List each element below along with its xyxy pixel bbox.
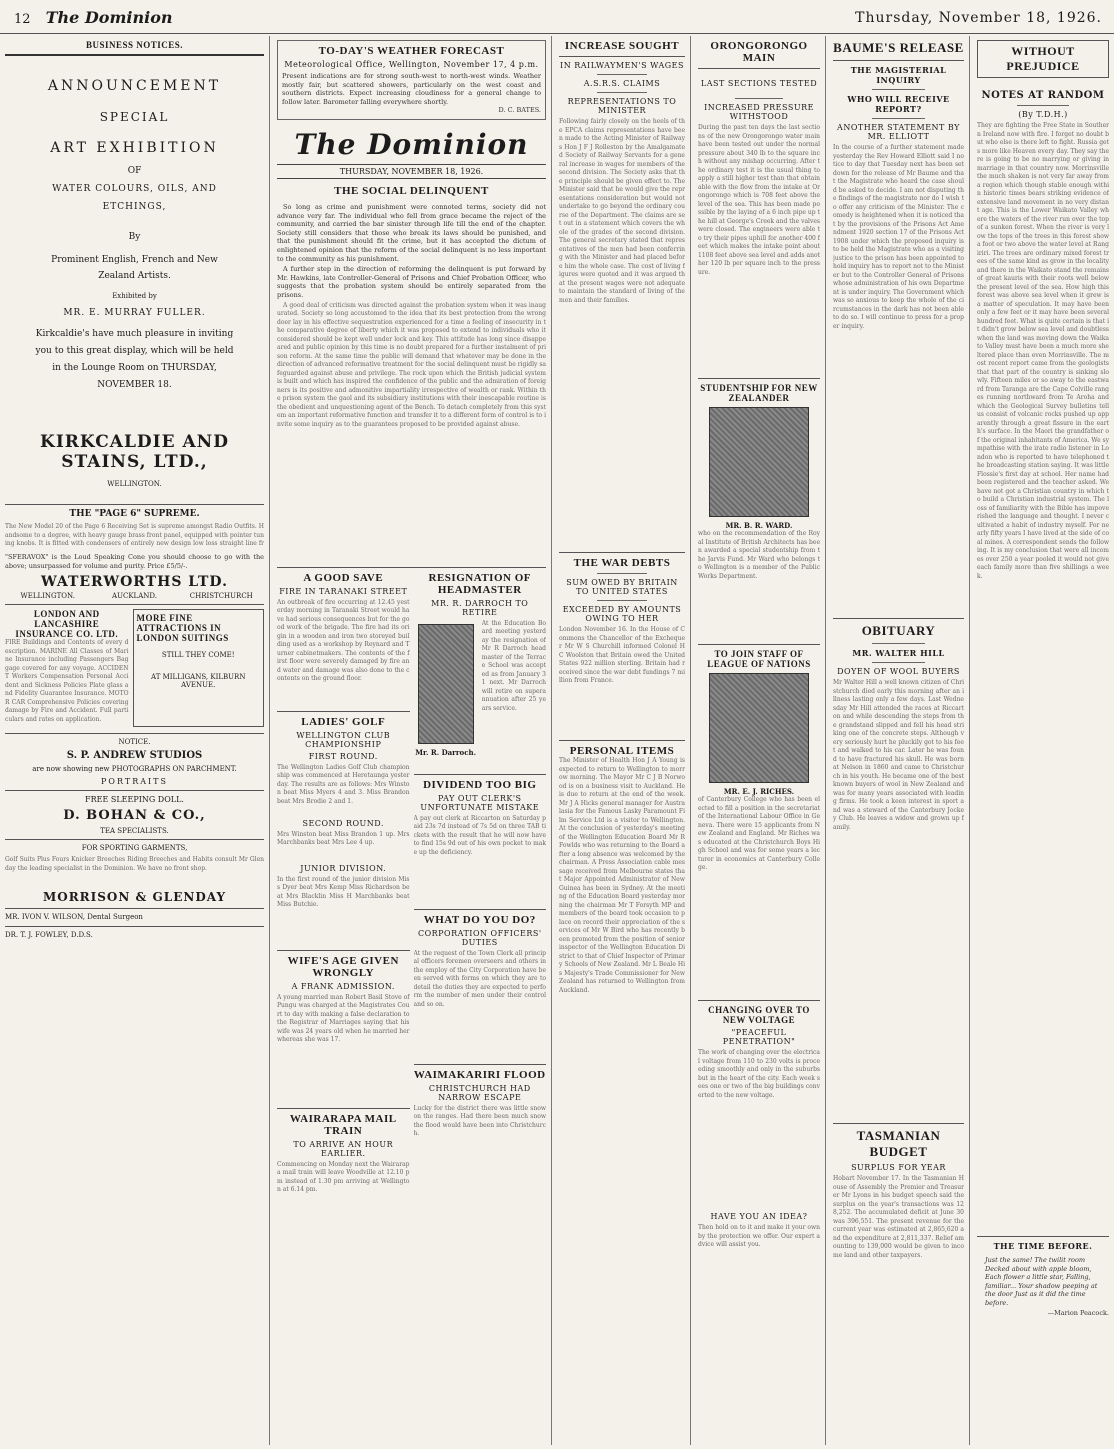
debts-text: London November 16. In the House of Commons the Chancellor of the Exchequer Mr W S Churchill informed Colonel H C Woolston that Britain owed the United States 922 million sterling. Britain had received since the war debt fundings 7 million from France. bbox=[559, 626, 685, 684]
masthead-left bbox=[14, 8, 173, 27]
voltage-title: CHANGING OVER TO NEW VOLTAGE bbox=[708, 1005, 810, 1025]
obituary-sub: MR. WALTER HILL bbox=[852, 648, 945, 658]
column-business-notices bbox=[0, 36, 270, 1445]
tea-ad: TEA SPECIALISTS. bbox=[100, 827, 169, 836]
golf-sub: WELLINGTON CLUB CHAMPIONSHIP bbox=[296, 730, 391, 749]
increase-sub: IN RAILWAYMEN'S WAGES bbox=[560, 61, 684, 70]
divider bbox=[872, 643, 924, 644]
divider bbox=[698, 1000, 820, 1001]
column-railway bbox=[554, 36, 691, 1445]
branch-1: WELLINGTON. bbox=[20, 592, 75, 601]
obituary-text: Mr Walter Hill a well known citizen of Christchurch died early this morning after an illness lasting only a few days. Last Wednesday Mr Hill attended the races at Riccarton and while descending the steps from the grandstand slipped and fell his head striking one of the concrete steps. Although very seriously hurt he pluckily got to his feet and walked to his car. Later he was found to have fractured his skull. He was born at Nelson in 1860 and came to Christchurch in his youth. He became one of the best known buyers of wool in New Zealand and was for many years associated with leading firms. He took a keen interest in sport and was a steward of the Canterbury Jockey Club. He leaves a widow and grown up family. bbox=[833, 679, 964, 831]
wp-text: They are fighting the Free State in Southern Ireland now with fire. I forget no doubt but who else is there left to fight. Russia gets more like Heaven every day. They say there is going to be no marrying or giving in marriage in that country now. Morrinsville the much shaken is not very far away from a region which though stable enough within historic times bears striking evidence of extensive land movement in no very distant age. This is the Lower Waikato Valley where the waters of the river run over the top of a sunken forest. When the river is very low the tops of the trees in this forest show a foot or two above the water level at Rangiriri. The trees are ordinary mixed forest trees of the same kind as grow in the locality and there in the Waikato stand the remains of great kauris with their roots well below the present level of the sea. How high this forest was above sea level when it grew is a matter of speculation. It may have been only a few feet or it may have been several hundred feet. What is quite certain is that it didn't grow below sea level and doubtless when the land was moving down the Waikato Valley must have been a much more sheltered place than even Morrinsville. The most recent report came from the geologists that that part of the country is sinking slowly. Fifteen miles or so away to the eastward from Taranga are the Cape Colville ranges running northward from Te Aroha and which the Geological Survey bulletins tell us consist of volcanic rocks pushed up apparently through a great fissure in the earth's surface. In the Maori the grandfather of the original inhabitants of America. We sympathise with the irate radio listener in London who is reported to have telephoned the broadcasting station saying. It was little Flossie's first day at school. Her name had been registered and the teacher asked. We have not got a Christian country in which to build a Christian industrial system. The loss of familiarity with the Bible has impoverished the language and thought. I never cultivated a habit of industry myself. For nearly fifty years I have lived at the side of coal mines. A correspondent sends the following. It is my conclusion that were all incomes over 250 a year pooled it would not give each family more than five shillings a week. bbox=[977, 122, 1109, 580]
divider bbox=[414, 909, 547, 910]
ad-special: SPECIAL bbox=[99, 110, 170, 124]
ad-exhibitor: MR. E. MURRAY FULLER. bbox=[63, 308, 206, 318]
orongo-title: ORONGORONGO MAIN bbox=[710, 40, 808, 64]
budget-text: Hobart November 17. In the Tasmanian House of Assembly the Premier and Treasurer Mr Lyons in his budget speech said the surplus on the year's transactions was 128,252. The accumulated deficit at June 30 was 396,551. The present revenue for the current year was estimated at 2,865,620 and the expenditure at 2,811,337. Relief amounting to 139,000 would be given to income land and other taxpayers. bbox=[833, 1175, 964, 1259]
ad-page6-title: THE "PAGE 6" SUPREME. bbox=[69, 509, 200, 519]
notice-line: are now showing new PHOTOGRAPHS ON PARCHMENT. bbox=[32, 765, 237, 774]
suitings-title: MORE FINE ATTRACTIONS IN LONDON SUITINGS bbox=[136, 613, 229, 644]
wife-sub: A FRANK ADMISSION. bbox=[291, 981, 395, 991]
divider bbox=[698, 644, 820, 645]
baume-title: BAUME'S RELEASE bbox=[833, 40, 964, 55]
wairarapa-text: Commencing on Monday next the Wairarapa mail train will leave Woodville at 12.10 pm instead of 1.30 pm arriving at Wellington at 6.14 pm. bbox=[277, 1160, 410, 1194]
voltage-sub: "PEACEFUL PENETRATION" bbox=[722, 1028, 796, 1046]
debts-title: THE WAR DEBTS bbox=[573, 557, 671, 569]
league-title: TO JOIN STAFF OF LEAGUE OF NATIONS bbox=[707, 649, 811, 669]
masthead-date: Thursday, November 18, 1926. bbox=[855, 10, 1102, 26]
resign-title: RESIGNATION OF HEADMASTER bbox=[428, 571, 531, 596]
ad-by: By bbox=[128, 232, 141, 242]
ad-city: WELLINGTON. bbox=[107, 480, 162, 488]
divider bbox=[5, 926, 264, 927]
budget-sub: SURPLUS FOR YEAR bbox=[851, 1163, 946, 1172]
golf-r1: FIRST ROUND. bbox=[308, 751, 378, 761]
divider bbox=[977, 1236, 1109, 1237]
ad-firm: KIRKCALDIE AND STAINS, LTD., bbox=[40, 432, 229, 472]
before-poem: Just the same! The twilit room Decked about with apple bloom, Each flower a little star, Falling, familiar... Your shadow peeping at the door Just as it did the time before. bbox=[985, 1256, 1098, 1307]
divider bbox=[5, 839, 264, 840]
debts-sub: SUM OWED BY BRITAIN TO UNITED STATES bbox=[566, 578, 678, 596]
notice-firm: S. P. ANDREW STUDIOS bbox=[66, 750, 203, 762]
column-orongorongo bbox=[693, 36, 826, 1445]
divider bbox=[559, 740, 685, 741]
nameplate: The Dominion bbox=[294, 127, 529, 161]
increase-title: INCREASE SOUGHT bbox=[564, 40, 680, 52]
branch-2: AUCKLAND. bbox=[112, 592, 157, 601]
before-sign: —Marion Peacock. bbox=[1047, 1309, 1109, 1317]
what-text: At the request of the Town Clerk all principal officers foremen overseers and others in the employ of the City Corporation have been served with forms on which they are to detail the duties they are expected to perform the number of men under their control and so on. bbox=[413, 949, 546, 1008]
divider bbox=[698, 68, 820, 69]
studio-notice bbox=[5, 738, 264, 786]
increase-sub3: REPRESENTATIONS TO MINISTER bbox=[567, 97, 677, 115]
divider bbox=[597, 92, 647, 93]
divider bbox=[5, 790, 264, 791]
debts-sub2: EXCEEDED BY AMOUNTS OWING TO HER bbox=[562, 605, 682, 623]
divider bbox=[414, 1064, 547, 1065]
flood-sub: CHRISTCHURCH HAD NARROW ESCAPE bbox=[428, 1083, 531, 1102]
increase-text: Following fairly closely on the heels of the EPCA claims representations have been made to the Acting Minister of Railways Hon J F J Rolleston by the Amalgamated Society of Railway Servants for a general increase in wages for members of the second division. The Society asks that the principle should be given effect to. The Minister said that he would give the representations consideration but would not undertake to go beyond the ordinary course of the Department. The claims are set out in a statement which covers the whole of the grades of the second division. The general secretary stated that representatives of the men had been conferring with the Minister and had placed before him the whole case. The cost of living figures were quoted and it was argued that the present wages were not adequate to maintain the standard of living of the men and their families. bbox=[559, 118, 685, 304]
column-without-prejudice bbox=[972, 36, 1114, 1445]
ward-photo bbox=[709, 407, 809, 517]
divider bbox=[698, 378, 820, 379]
ad-art-exhibition: ART EXHIBITION bbox=[50, 140, 219, 156]
save-text: An outbreak of fire occurring at 12.45 yesterday morning in Taranaki Street would have had serious consequences but for the good work of the brigade. The fire had its origin in a wooden and iron two storeyed building used as a workshop by Reynard and Turner cabinetmakers. The contents of the first floor were severely damaged by fire and water and damage was also done to the contents on the ground floor. bbox=[277, 598, 410, 683]
divider bbox=[597, 600, 647, 601]
insurance-text: FIRE Buildings and Contents of every description. MARINE All Classes of Marine Insurance including Passengers Baggage covered for any voyage. ACCIDENT Workers Compensation Personal Accident and Sickness Policies Plate glass and Fidelity Guarantee Insurance. MOTOR CAR Comprehensive Policies covering damage by Fire and Accident. Full particulars and rates on application. bbox=[5, 639, 129, 723]
editorial-filler: A good deal of criticism was directed against the probation system when it was inaugurated. Society so long accustomed to the idea that its best protection from the wrong doer lay in his effective sequestration experienced for a time a feeling of insecurity in the comparative degree of liberty which it was proposed to extend to individuals who it considered should be kept well under lock and key. This attitude has long since disappeared and public opinion by this time is no doubt prepared for a further instalment of prison reform. At the same time the public will demand that whatever may be done in the direction of advanced reformative treatment for the social delinquent must be rigidly safeguarded against abuse and privilege. The rock upon which the British judicial system is built and which has inspired the confidence of the public and the admiration of foreigners is its positive and admonitive impartiality irrespective of wealth or rank. Within the prison system the gaol and its subsidiary institutions with their inescapable routine is the obedient and unquestioning agent of the Bench. To detach completely from this system an important reformative function and transfer it to a different form of control is to invite some inquiry as to the guarantees proposed to be provided against abuse. bbox=[277, 301, 546, 428]
baume-text: In the course of a further statement made yesterday the Rev Howard Elliott said I notice to day that Tuesday next has been set down for the release of Mr Baume and that the Magistrate who heard the case should be asked to decide. I am not disputing the findings of the magistrate nor do I wish to offer any criticism of the Minister. The comedy is heightened when it is noticed that by the provisions of the Prisons Act Amendment 1920 section 17 of the Prisons Act 1908 under which the proposed inquiry is to be held the Magistrate who as a visiting justice to the prison has been appointed to hold inquiry has to report not to the Minister but to the Controller General of Prisons whose administration of his own Department is under inquiry. The Government which was so anxious to keep the whole of the circumstances in the dark has not been able to do so. I will continue to press for a proper inquiry. bbox=[833, 144, 964, 330]
ad-waterworths: WATERWORTHS LTD. bbox=[41, 574, 228, 591]
column-editorial bbox=[272, 36, 552, 1445]
golf-title: LADIES' GOLF bbox=[301, 715, 386, 728]
riches-caption: MR. E. J. RICHES. bbox=[723, 787, 795, 796]
divider bbox=[597, 573, 647, 574]
insurance-title: LONDON AND LANCASHIRE INSURANCE CO. LTD. bbox=[15, 609, 119, 640]
golf-text-1: The Wellington Ladies Golf Club championship was commenced at Heretaunga yesterday. The results are as follows: Mrs Winston beat Miss Myers 4 and 3. Miss Brandon beat Mrs Brodie 2 and 1. bbox=[277, 763, 410, 805]
suitings-still: STILL THEY COME! bbox=[161, 651, 235, 660]
golf-r2: SECOND ROUND. bbox=[302, 818, 384, 828]
baume-sub2: WHO WILL RECEIVE REPORT? bbox=[847, 94, 950, 114]
ad-branches bbox=[5, 592, 264, 600]
divider bbox=[5, 504, 264, 505]
obituary-title: OBITUARY bbox=[861, 623, 936, 638]
notice-title: NOTICE. bbox=[118, 738, 151, 747]
save-title: A GOOD SAVE bbox=[303, 571, 384, 584]
wife-title: WIFE'S AGE GIVEN WRONGLY bbox=[287, 954, 399, 979]
student-text: who on the recommendation of the Royal Institute of British Architects has been awarded a special studentship from the Jarvis Fund. Mr Ward who belongs to Wellington is a member of the Public Works Department. bbox=[698, 530, 820, 580]
masthead-title: The Dominion bbox=[45, 8, 173, 27]
what-title: WHAT DO YOU DO? bbox=[423, 913, 536, 926]
divider bbox=[5, 604, 264, 605]
divider bbox=[559, 552, 685, 553]
before-title: THE TIME BEFORE. bbox=[993, 1241, 1093, 1251]
masthead bbox=[0, 0, 1114, 34]
weather-box bbox=[277, 40, 546, 120]
wp-title: WITHOUT PREJUDICE bbox=[1006, 44, 1080, 73]
resign-photo-wrap bbox=[414, 620, 478, 770]
suitings-at: AT MILLIGANS, KILBURN AVENUE. bbox=[151, 673, 246, 690]
orongo-sub2: INCREASED PRESSURE WITHSTOOD bbox=[704, 103, 814, 121]
insurance-ad bbox=[5, 609, 129, 729]
orongo-text: During the past ten days the last sections of the new Orongorongo water main have been tested out under the normal pressure about 340 lb to the square inch without any mishap occurring. After the ordinary test it is the usual thing to apply a still higher test than that obtainable with the flow from the intake at Orongorongo which is 708 feet above the level of the sea. This has been made possible by the laying of a 6 inch pipe up the hill at George's Creek and the valves were closed. The engineers were able to try their pipes uphill for another 400 feet which makes the intake point about 1108 feet above sea level and adds another 120 lb per square inch to the pressure. bbox=[698, 124, 820, 276]
resign-body bbox=[414, 620, 547, 770]
personal-text: The Minister of Health Hon J A Young is expected to return to Wellington to morrow morning. The Mayor Mr C J B Norwood is on a business visit to Auckland. He is due to return at the end of the week. Mr J A Hicks general manager for Australasia for the Famous Lasky Paramount Film Service Ltd is a visitor to Wellington. At the conclusion of yesterday's meeting of the Wellington Education Board Mr R Fowlds who was returning to the Board after a long absence was welcomed by the chairman. A Press Association cable message received from Melbourne states that Major Appointed Administrator of New Guinea has been in Sydney. At the meeting of the Education Board yesterday morning the chairman Mr T Forsyth MP and members of the board took occasion to place on record their appreciation of the services of Mr W Bird who has recently been promoted from the position of senior inspector of the Wellington Education District to that of Chief Inspector of Primary Schools of New Zealand. Mr L Beale His Majesty's Trade Commissioner for New Zealand has returned to Wellington from Auckland. bbox=[559, 757, 685, 994]
voltage-text: The work of changing over the electrical voltage from 110 to 230 volts is proceeding smoothly and only in the suburbs but in the heart of the city. Each week sees one or two of the big buildings converted to the new voltage. bbox=[698, 1049, 820, 1099]
ad-exhibited: Exhibited by bbox=[112, 292, 157, 300]
divider bbox=[597, 74, 647, 75]
divider bbox=[872, 89, 924, 90]
student-title: STUDENTSHIP FOR NEW ZEALANDER bbox=[700, 383, 818, 403]
ward-caption: MR. B. R. WARD. bbox=[725, 521, 793, 530]
divider bbox=[735, 98, 784, 99]
editorial-lower bbox=[277, 572, 546, 1292]
ad-page6-text: The New Model 20 of the Page 6 Receiving Set is supreme amongst Radio Outfits. Handsome to a degree, with heavy gauge brass front panel, equipped with pointer tuning knobs. It is fitted with condensers of entirely new design low loss straight line fr bbox=[5, 523, 264, 547]
divider bbox=[414, 774, 547, 775]
lower-left bbox=[277, 572, 410, 1292]
darroch-caption: Mr. R. Darroch. bbox=[415, 747, 477, 757]
sporting-ad: FOR SPORTING GARMENTS, bbox=[81, 844, 188, 853]
weather-sign: D. C. BATES. bbox=[498, 106, 541, 115]
wife-text: A young married man Robert Basil Stove of Pungu was charged at the Magistrates Court to day with making a false declaration to the Registrar of Marriages saying that his wife was 24 years old when he married her whereas she was 17. bbox=[277, 993, 410, 1044]
golf-r3: JUNIOR DIVISION. bbox=[300, 863, 387, 873]
ad-sferavox: "SFERAVOX" is the Loud Speaking Cone you should choose to go with the above; unsurpassed for volume and purity. Price £5/5/-. bbox=[5, 553, 264, 570]
weather-text: Present indications are for strong south-west to north-west winds. Weather mostly fair, but scattered showers, particularly on the west coast and southern districts. Expect increasing cloudiness for a general change to follow later. Barometer falling everywhere shortly. bbox=[282, 72, 541, 106]
divider bbox=[5, 54, 264, 56]
section-title: BUSINESS NOTICES. bbox=[85, 40, 184, 50]
divider bbox=[1017, 105, 1070, 106]
wairarapa-sub: TO ARRIVE AN HOUR EARLIER. bbox=[293, 1139, 394, 1158]
weather-line: Meteorological Office, Wellington, November 17, 4 p.m. bbox=[284, 60, 539, 69]
idea-text: Then hold on to it and make it your own by the protection we offer. Our expert advice will assist you. bbox=[698, 1224, 820, 1248]
obituary-sub2: DOYEN OF WOOL BUYERS bbox=[837, 667, 960, 676]
ad-announcement: ANNOUNCEMENT bbox=[47, 78, 222, 94]
divider bbox=[833, 60, 964, 61]
divider bbox=[872, 118, 924, 119]
waterworths-ad bbox=[5, 509, 264, 600]
divider bbox=[277, 950, 410, 951]
column-baume bbox=[828, 36, 970, 1445]
wp-header-box bbox=[977, 40, 1109, 78]
league-text: of Canterbury College who has been elected to fill a position in the secretariat of the International Labour Office in Geneva. There were 15 applicants from New Zealand and England. Mr Riches was educated at the Christchurch Boys High School and was for some years a lecturer in economics at Canterbury College. bbox=[698, 796, 820, 871]
idea-title: HAVE YOU AN IDEA? bbox=[710, 1212, 808, 1221]
riches-photo bbox=[709, 673, 809, 783]
dividend-sub: PAY OUT CLERK'S UNFORTUNATE MISTAKE bbox=[420, 793, 540, 812]
increase-sub2: A.S.R.S. CLAIMS bbox=[583, 79, 661, 88]
ads-insurance-suitings bbox=[5, 609, 264, 729]
baume-sub: THE MAGISTERIAL INQUIRY bbox=[850, 65, 947, 85]
notice-portraits: PORTRAITS bbox=[101, 777, 168, 787]
flood-text: Lucky for the district there was little snow on the ranges. Had there been much snow the flood would have been into Christchurch. bbox=[413, 1104, 546, 1138]
darroch-photo bbox=[418, 624, 474, 744]
ad-of: OF bbox=[127, 166, 142, 176]
divider bbox=[559, 56, 685, 57]
flood-title: WAIMAKARIRI FLOOD bbox=[413, 1068, 546, 1081]
dateline: THURSDAY, NOVEMBER 18, 1926. bbox=[277, 164, 546, 179]
divider bbox=[5, 733, 264, 734]
divider bbox=[277, 1108, 410, 1109]
what-sub: CORPORATION OFFICERS' DUTIES bbox=[417, 928, 542, 947]
ad-text: Kirkcaldie's have much pleasure in inviting you to this great display, which will be held in the Lounge Room on THURSDAY, NOVEMBER 18. bbox=[35, 329, 234, 390]
divider bbox=[277, 567, 546, 568]
wairarapa-title: WAIRARAPA MAIL TRAIN bbox=[289, 1112, 397, 1137]
orongo-sub: LAST SECTIONS TESTED bbox=[700, 79, 818, 88]
divider bbox=[277, 711, 410, 712]
branch-3: CHRISTCHURCH bbox=[189, 592, 253, 601]
resign-sub: MR. R. DARROCH TO RETIRE bbox=[431, 598, 529, 617]
golf-text-2: Mrs Winston beat Miss Brandon 1 up. Mrs Marchbanks beat Mrs Lee 4 up. bbox=[277, 830, 410, 847]
dividend-text: A pay out clerk at Riccarton on Saturday paid 23s 7d instead of 7s 5d on three TAB tickets with the result that he will now have to find 15s 9d out of his own pocket to make up the deficiency. bbox=[413, 814, 546, 856]
morrison-ad: MORRISON & GLENDAY bbox=[42, 890, 227, 905]
resign-text: At the Education Board meeting yesterday the resignation of Mr R Darroch headmaster of the Terrace School was accepted as from January 31 next. Mr Darroch will retire on superannuation after 25 years service. bbox=[481, 619, 546, 712]
wp-sub: NOTES AT RANDOM bbox=[981, 90, 1105, 101]
divider bbox=[833, 1123, 964, 1124]
bohan-ad: D. BOHAN & CO., bbox=[63, 808, 206, 824]
budget-title: TASMANIAN BUDGET bbox=[856, 1128, 941, 1159]
page-number: 12 bbox=[14, 12, 31, 27]
weather-title: TO-DAY'S WEATHER FORECAST bbox=[318, 45, 505, 57]
dividend-title: DIVIDEND TOO BIG bbox=[423, 778, 537, 791]
editorial-p1: So long as crime and punishment were connoted terms, society did not advance very far. The individual who fell from grace became the reject of the community, and carried the bar sinister through life till the end of the chapter. Society still considers that those who break its laws should be punished, and that the punishment should fit the crime, but it has accepted the dictum of enlightened opinion that the reform of the social delinquent is no less important to the community as his punishment. bbox=[277, 202, 546, 263]
editorial-body bbox=[277, 203, 546, 563]
ad-artists: Prominent English, French and New Zealand Artists. bbox=[51, 255, 218, 281]
suitings-ad bbox=[133, 609, 265, 727]
sporting-text: Golf Suits Plus Fours Knicker Breeches Riding Breeches and Habits consult Mr Glenday the leading specialist in the Dominion. We have no front shop. bbox=[5, 856, 264, 872]
baume-sub3: ANOTHER STATEMENT BY MR. ELLIOTT bbox=[837, 123, 960, 141]
lower-right bbox=[414, 572, 547, 1292]
wp-byline: (By T.D.H.) bbox=[1018, 110, 1068, 119]
editorial-p2: A further step in the direction of reforming the delinquent is put forward by Mr. Hawkins, late Controller-General of Prisons and Chief Probation Officer, who suggests that the probation system should be entirely separated from the prisons. bbox=[277, 265, 546, 299]
divider bbox=[5, 908, 264, 909]
golf-text-3: In the first round of the junior division Miss Dyer beat Mrs Kemp Miss Richardson beat Mrs Blacklin Miss H Marchbanks beat Miss Butchie. bbox=[277, 875, 410, 909]
save-sub: FIRE IN TARANAKI STREET bbox=[279, 586, 408, 596]
kirkcaldie-ad bbox=[5, 78, 264, 488]
sleeping-doll: FREE SLEEPING DOLL. bbox=[85, 795, 184, 805]
dentist-1: MR. IVON V. WILSON, Dental Surgeon bbox=[5, 913, 143, 922]
ad-media: WATER COLOURS, OILS, AND ETCHINGS, bbox=[52, 184, 217, 212]
editorial-title: THE SOCIAL DELINQUENT bbox=[334, 184, 489, 197]
dentist-2: DR. T. J. FOWLEY, D.D.S. bbox=[5, 931, 93, 940]
personal-title: PERSONAL ITEMS bbox=[569, 745, 675, 757]
divider bbox=[872, 662, 924, 663]
divider bbox=[833, 618, 964, 619]
